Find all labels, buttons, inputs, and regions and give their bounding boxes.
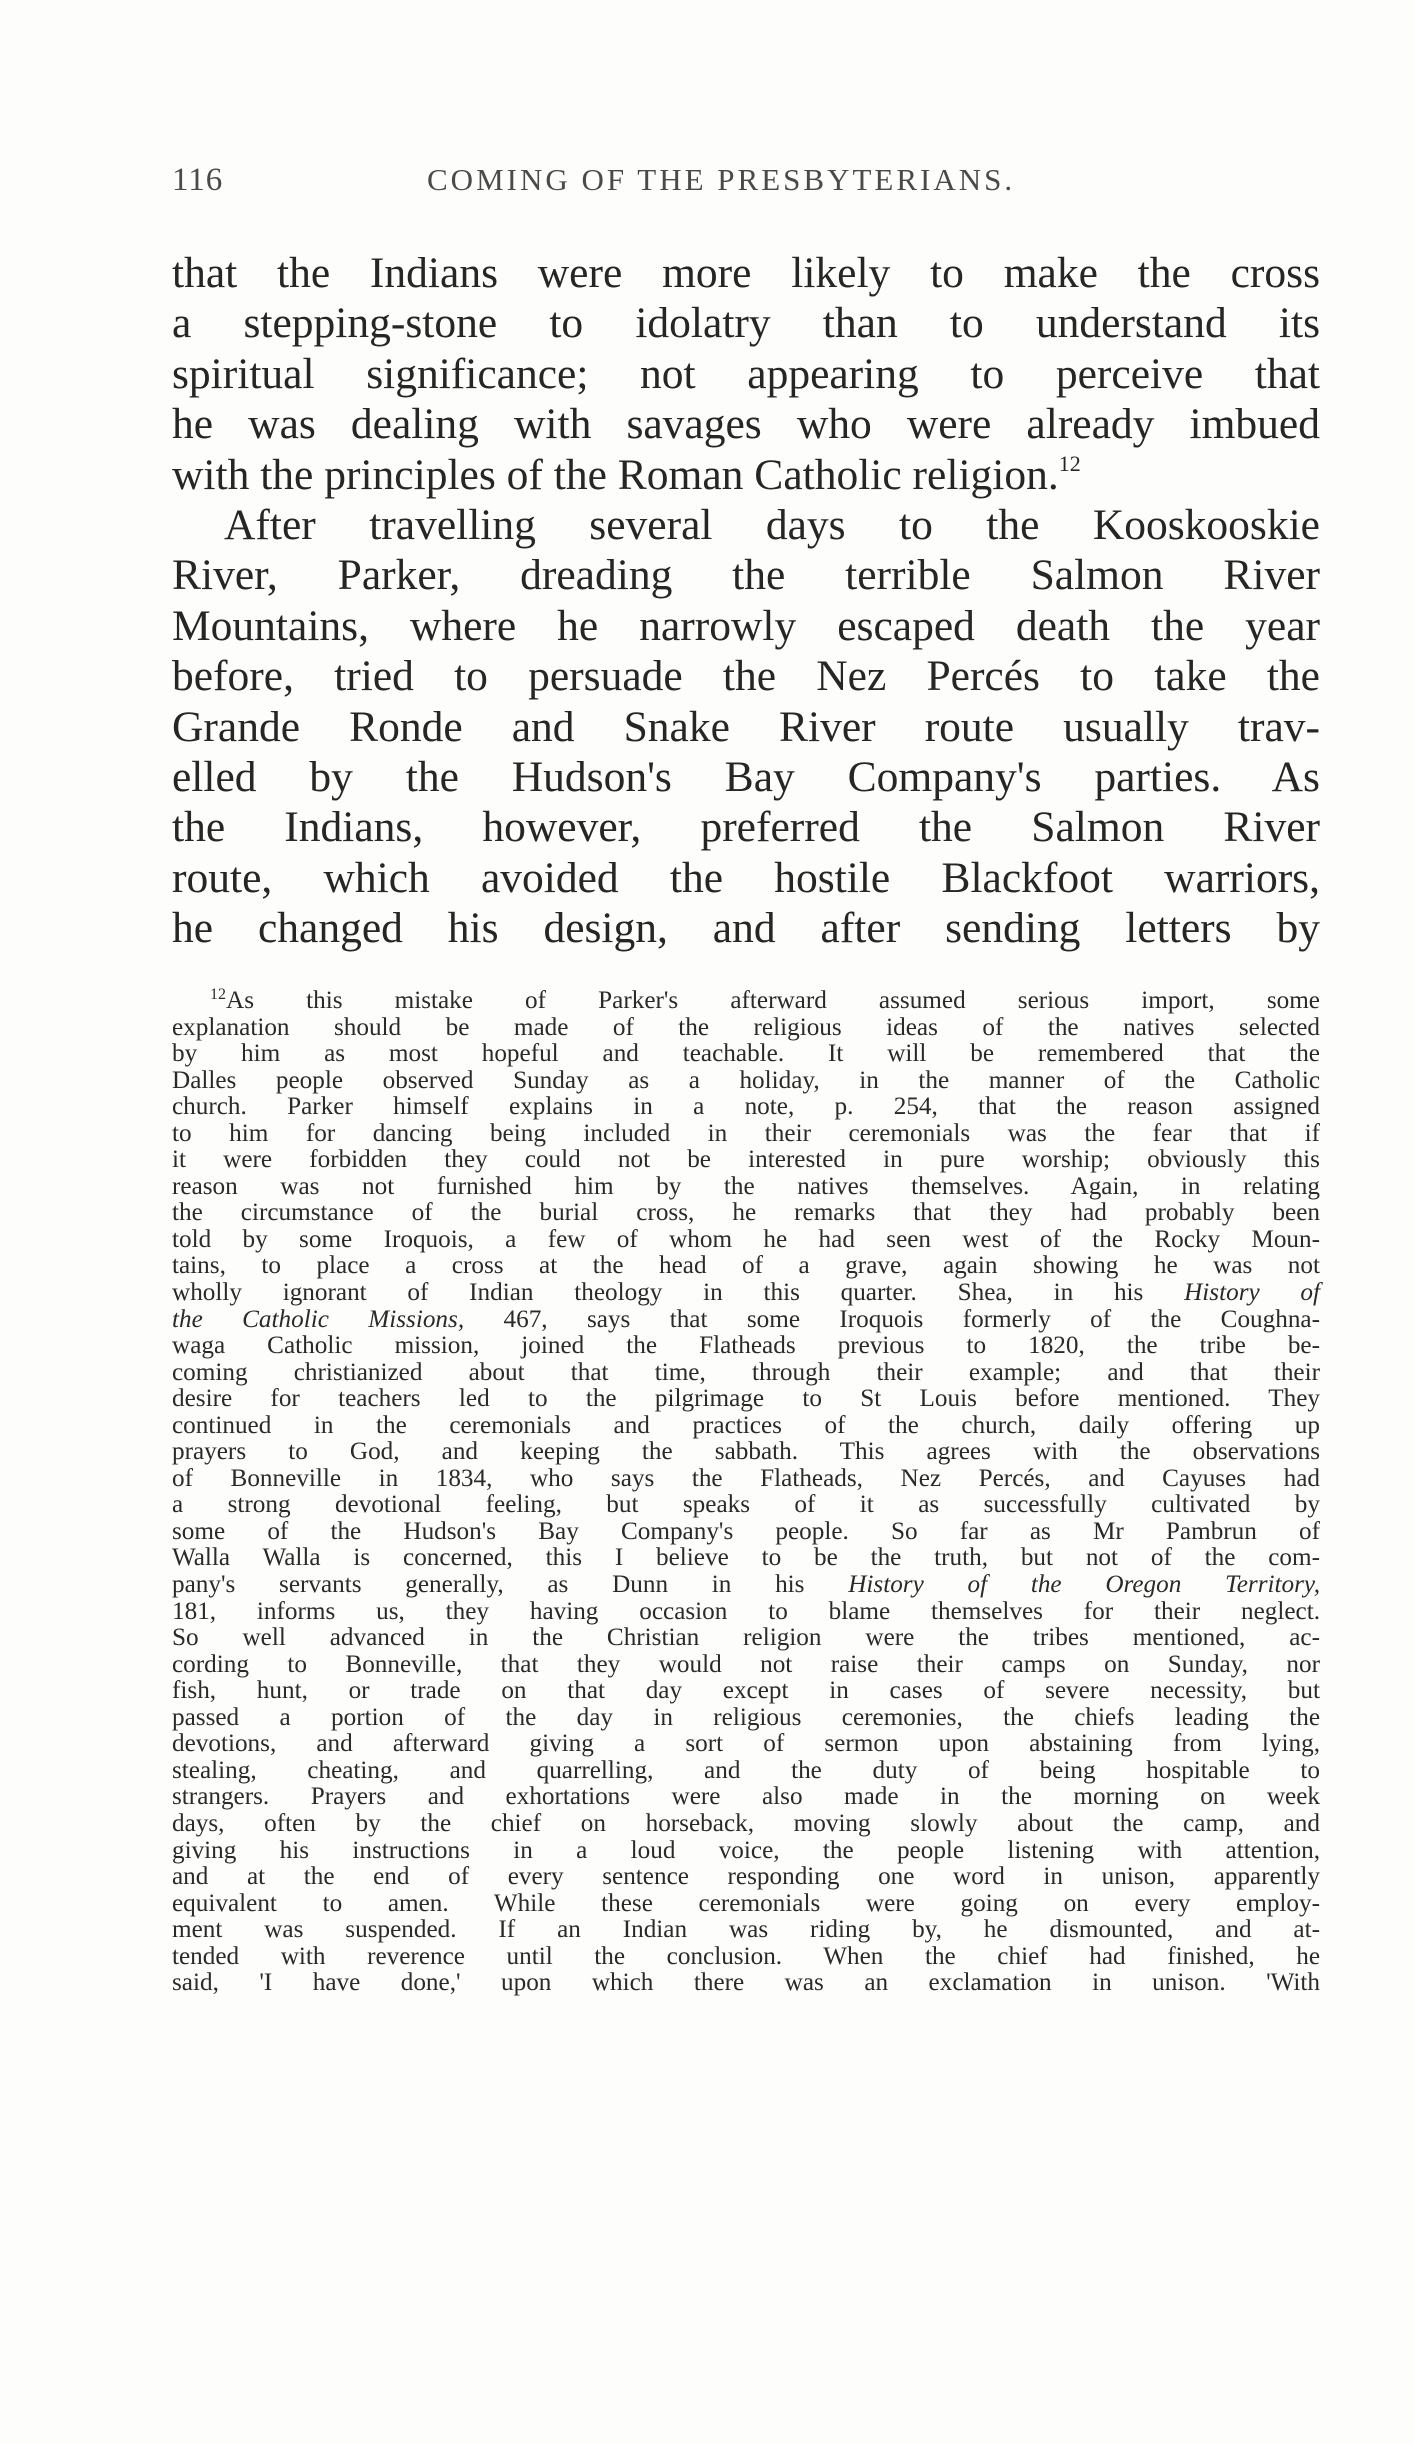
footnote-line-text: 467, says that some Iroquois formerly of the Coughna- bbox=[503, 1305, 1320, 1333]
footnote-line: giving his instructions in a loud voice, the people listening with attention, bbox=[172, 1836, 1320, 1864]
footnote-line: stealing, cheating, and quarrelling, and the duty of being hospitable to bbox=[172, 1756, 1320, 1784]
footnote-line: So well advanced in the Christian religion were the tribes mentioned, ac- bbox=[172, 1624, 1320, 1652]
body-line: Grande Ronde and Snake River route usually trav- bbox=[172, 702, 1320, 751]
footnote-line bbox=[172, 988, 1320, 1015]
footnote-line: the circumstance of the burial cross, he remarks that they had probably been bbox=[172, 1199, 1320, 1227]
footnote-line: equivalent to amen. While these ceremonials were going on every employ- bbox=[172, 1889, 1320, 1917]
footnote-marker: 12 bbox=[210, 986, 226, 1003]
footnote-line: it were forbidden they could not be interested in pure worship; obviously this bbox=[172, 1146, 1320, 1174]
body-line: before, tried to persuade the Nez Percés to take the bbox=[172, 652, 1320, 701]
footnote-line bbox=[172, 1307, 1320, 1334]
footnote-line: 181, informs us, they having occasion to blame themselves for their neglect. bbox=[172, 1597, 1320, 1625]
body-line: route, which avoided the hostile Blackfoot warriors, bbox=[172, 853, 1320, 902]
footnote-line bbox=[172, 1280, 1320, 1307]
footnote-line: said, 'I have done,' upon which there was an exclamation in unison. 'With bbox=[172, 1969, 1320, 1997]
body-line: a stepping-stone to idolatry than to understand its bbox=[172, 299, 1320, 348]
body-line-text: with the principles of the Roman Catholic religion. bbox=[172, 450, 1059, 499]
body-line: he changed his design, and after sending letters by bbox=[172, 904, 1320, 953]
footnote-line: days, often by the chief on horseback, moving slowly about the camp, and bbox=[172, 1809, 1320, 1837]
footnote-line: continued in the ceremonials and practices of the church, daily offering up bbox=[172, 1411, 1320, 1439]
footnote-line: a strong devotional feeling, but speaks of it as successfully cultivated by bbox=[172, 1491, 1320, 1519]
body-line: that the Indians were more likely to make the cross bbox=[172, 249, 1320, 297]
body-line: River, Parker, dreading the terrible Salmon River bbox=[172, 551, 1320, 600]
footnote-line: Walla Walla is concerned, this I believe to be the truth, but not of the com- bbox=[172, 1544, 1320, 1572]
footnote-line: coming christianized about that time, through their example; and that their bbox=[172, 1358, 1320, 1386]
footnote-line-text: wholly ignorant of Indian theology in this quarter. Shea, in his bbox=[172, 1279, 1144, 1307]
footnote-line: of Bonneville in 1834, who says the Flatheads, Nez Percés, and Cayuses had bbox=[172, 1464, 1320, 1492]
footnote-line bbox=[172, 1572, 1320, 1599]
footnote-line: to him for dancing being included in their ceremonials was the fear that if bbox=[172, 1119, 1320, 1147]
footnote-line: desire for teachers led to the pilgrimage to St Louis before mentioned. They bbox=[172, 1385, 1320, 1413]
footnote-line: cording to Bonneville, that they would not raise their camps on Sunday, nor bbox=[172, 1650, 1320, 1678]
footnote-line: tains, to place a cross at the head of a grave, again showing he was not bbox=[172, 1252, 1320, 1280]
footnote-line: fish, hunt, or trade on that day except in cases of severe necessity, but bbox=[172, 1677, 1320, 1705]
footnote-line: passed a portion of the day in religious ceremonies, the chiefs leading the bbox=[172, 1703, 1320, 1731]
page-number: 116 bbox=[172, 162, 224, 198]
footnote-line: devotions, and afterward giving a sort of sermon upon abstaining from lying, bbox=[172, 1730, 1320, 1758]
body-line: elled by the Hudson's Bay Company's parties. As bbox=[172, 752, 1320, 801]
body-text bbox=[172, 248, 1320, 953]
citation-title: the Catholic Missions, bbox=[172, 1305, 465, 1333]
footnote-line: strangers. Prayers and exhortations were also made in the morning on week bbox=[172, 1783, 1320, 1811]
footnote-line: prayers to God, and keeping the sabbath. This agrees with the observations bbox=[172, 1438, 1320, 1466]
footnote-line: and at the end of every sentence responding one word in unison, apparently bbox=[172, 1863, 1320, 1891]
citation-title: History of the Oregon Territory, bbox=[848, 1571, 1321, 1599]
footnote-reference: 12 bbox=[1058, 450, 1081, 476]
footnote-line-text: pany's servants generally, as Dunn in his bbox=[172, 1571, 805, 1599]
footnote-line: tended with reverence until the conclusion. When the chief had finished, he bbox=[172, 1942, 1320, 1970]
footnote-line-text: As this mistake of Parker's afterward assumed serious import, some bbox=[226, 987, 1320, 1014]
footnote-line: church. Parker himself explains in a note, p. 254, that the reason assigned bbox=[172, 1093, 1320, 1121]
footnote-line: ment was suspended. If an Indian was riding by, he dismounted, and at- bbox=[172, 1916, 1320, 1944]
footnote-line: reason was not furnished him by the natives themselves. Again, in relating bbox=[172, 1172, 1320, 1200]
running-title: COMING OF THE PRESBYTERIANS. bbox=[427, 162, 1016, 197]
footnote-line: told by some Iroquois, a few of whom he had seen west of the Rocky Moun- bbox=[172, 1225, 1320, 1253]
footnote-line: waga Catholic mission, joined the Flatheads previous to 1820, the tribe be- bbox=[172, 1332, 1320, 1360]
running-head bbox=[172, 162, 1322, 206]
footnote bbox=[172, 988, 1320, 1997]
footnote-line: explanation should be made of the religious ideas of the natives selected bbox=[172, 1013, 1320, 1041]
body-line bbox=[172, 450, 1320, 500]
footnote-line: Dalles people observed Sunday as a holiday, in the manner of the Catholic bbox=[172, 1066, 1320, 1094]
body-line: the Indians, however, preferred the Salmon River bbox=[172, 803, 1320, 852]
body-line: After travelling several days to the Kooskooskie bbox=[224, 500, 1320, 549]
footnote-line: some of the Hudson's Bay Company's people. So far as Mr Pambrun of bbox=[172, 1517, 1320, 1545]
body-line: Mountains, where he narrowly escaped death the year bbox=[172, 601, 1320, 650]
citation-title: History of bbox=[1184, 1279, 1321, 1307]
body-line: he was dealing with savages who were already imbued bbox=[172, 400, 1320, 449]
footnote-line: by him as most hopeful and teachable. It will be remembered that the bbox=[172, 1040, 1320, 1068]
body-line: spiritual significance; not appearing to perceive that bbox=[172, 349, 1320, 398]
